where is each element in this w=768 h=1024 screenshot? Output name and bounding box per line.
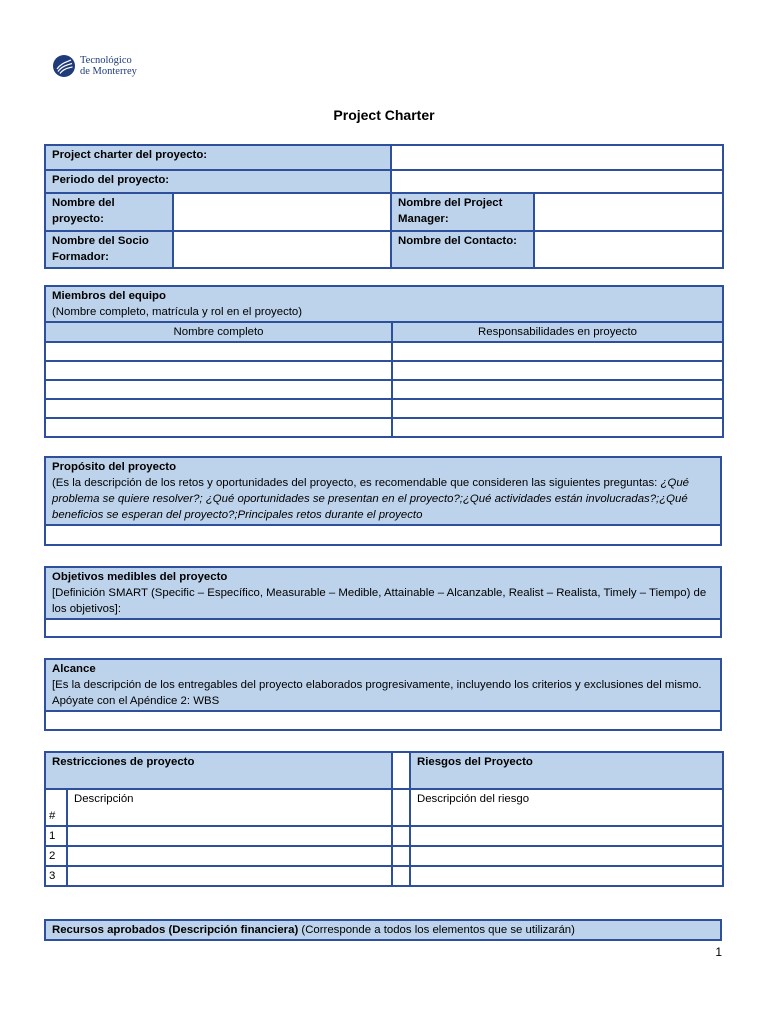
team-name-cell[interactable] <box>45 380 392 399</box>
risk-desc-header: Descripción del riesgo <box>410 789 723 826</box>
risk-cell[interactable] <box>410 826 723 846</box>
scope-text: [Es la descripción de los entregables del proyecto elaborados progresivamente, incluyendo los criterios y exclusiones del mismo. Apóyate con el Apéndice 2: WBS <box>52 679 702 707</box>
team-name-cell[interactable] <box>45 342 392 361</box>
institution-logo <box>52 52 137 80</box>
logo-line-1: Tecnológico <box>80 55 132 66</box>
resources-table <box>44 919 722 941</box>
purpose-description <box>52 475 714 523</box>
team-resp-cell[interactable] <box>392 342 723 361</box>
logo-line-2: de Monterrey <box>80 66 137 77</box>
purpose-intro: (Es la descripción de los retos y oportunidades del proyecto, es recomendable que consideren las siguientes preguntas: <box>52 477 658 489</box>
team-resp-cell[interactable] <box>392 380 723 399</box>
purpose-title: Propósito del proyecto <box>52 461 177 473</box>
team-name-cell[interactable] <box>45 399 392 418</box>
team-name-cell[interactable] <box>45 418 392 437</box>
period-label: Periodo del proyecto: <box>45 170 391 193</box>
team-resp-cell[interactable] <box>392 399 723 418</box>
row-number: 1 <box>45 826 67 846</box>
purpose-table <box>44 456 722 546</box>
restriction-desc-header: Descripción <box>67 789 392 826</box>
row-number: 3 <box>45 866 67 886</box>
purpose-field[interactable] <box>45 525 721 545</box>
charter-label: Project charter del proyecto: <box>45 145 391 170</box>
scope-field[interactable] <box>45 711 721 730</box>
col-resp-header: Responsabilidades en proyecto <box>392 322 723 342</box>
spacer-cell <box>392 846 410 866</box>
manager-field[interactable] <box>534 193 723 231</box>
team-name-cell[interactable] <box>45 361 392 380</box>
team-header <box>45 286 723 322</box>
resources-title: Recursos aprobados (Descripción financiera) <box>52 924 299 936</box>
row-number-header: # <box>45 789 67 826</box>
restriction-cell[interactable] <box>67 846 392 866</box>
scope-header <box>45 659 721 711</box>
risks-title: Riesgos del Proyecto <box>410 752 723 789</box>
team-subtitle: (Nombre completo, matrícula y rol en el proyecto) <box>52 306 303 318</box>
risk-cell[interactable] <box>410 866 723 886</box>
purpose-header <box>45 457 721 525</box>
page-number: 1 <box>715 945 722 959</box>
partner-field[interactable] <box>173 231 391 268</box>
resources-header <box>45 920 721 940</box>
restriction-cell[interactable] <box>67 826 392 846</box>
contact-label: Nombre del Contacto: <box>391 231 534 268</box>
scope-title: Alcance <box>52 663 96 675</box>
restriction-cell[interactable] <box>67 866 392 886</box>
partner-label: Nombre del Socio Formador: <box>45 231 173 268</box>
spacer-cell <box>392 866 410 886</box>
team-table <box>44 285 724 438</box>
risk-cell[interactable] <box>410 846 723 866</box>
purpose-questions: ¿Qué problema se quiere resolver?; ¿Qué oportunidades se presentan en el proyecto?;¿Qué actividades están involucradas?;¿Qué beneficios se esperan del proyecto?;Principales retos durante el proyecto <box>52 477 689 521</box>
team-resp-cell[interactable] <box>392 418 723 437</box>
objectives-field[interactable] <box>45 619 721 637</box>
objectives-title: Objetivos medibles del proyecto <box>52 571 228 583</box>
spacer-cell <box>392 789 410 826</box>
header-info-table <box>44 144 724 269</box>
restrictions-risks-table <box>44 751 724 887</box>
row-number: 2 <box>45 846 67 866</box>
scope-table <box>44 658 722 731</box>
project-name-label: Nombre del proyecto: <box>45 193 173 231</box>
manager-label: Nombre del Project Manager: <box>391 193 534 231</box>
page-title: Project Charter <box>333 107 435 123</box>
contact-field[interactable] <box>534 231 723 268</box>
tec-logo-icon <box>52 54 76 78</box>
objectives-header <box>45 567 721 619</box>
objectives-text: [Definición SMART (Specific – Específico, Measurable – Medible, Attainable – Alcanzable, Realist – Realista, Timely – Tiempo) de los objetivos]: <box>52 587 707 615</box>
spacer-cell <box>392 752 410 789</box>
charter-value-field[interactable] <box>391 145 723 170</box>
col-name-header: Nombre completo <box>45 322 392 342</box>
team-resp-cell[interactable] <box>392 361 723 380</box>
objectives-table <box>44 566 722 638</box>
project-name-field[interactable] <box>173 193 391 231</box>
restrictions-title: Restricciones de proyecto <box>45 752 392 789</box>
period-value-field[interactable] <box>391 170 723 193</box>
spacer-cell <box>392 826 410 846</box>
resources-note: (Corresponde a todos los elementos que se utilizarán) <box>298 924 575 936</box>
team-title: Miembros del equipo <box>52 290 166 302</box>
logo-text <box>80 55 137 77</box>
